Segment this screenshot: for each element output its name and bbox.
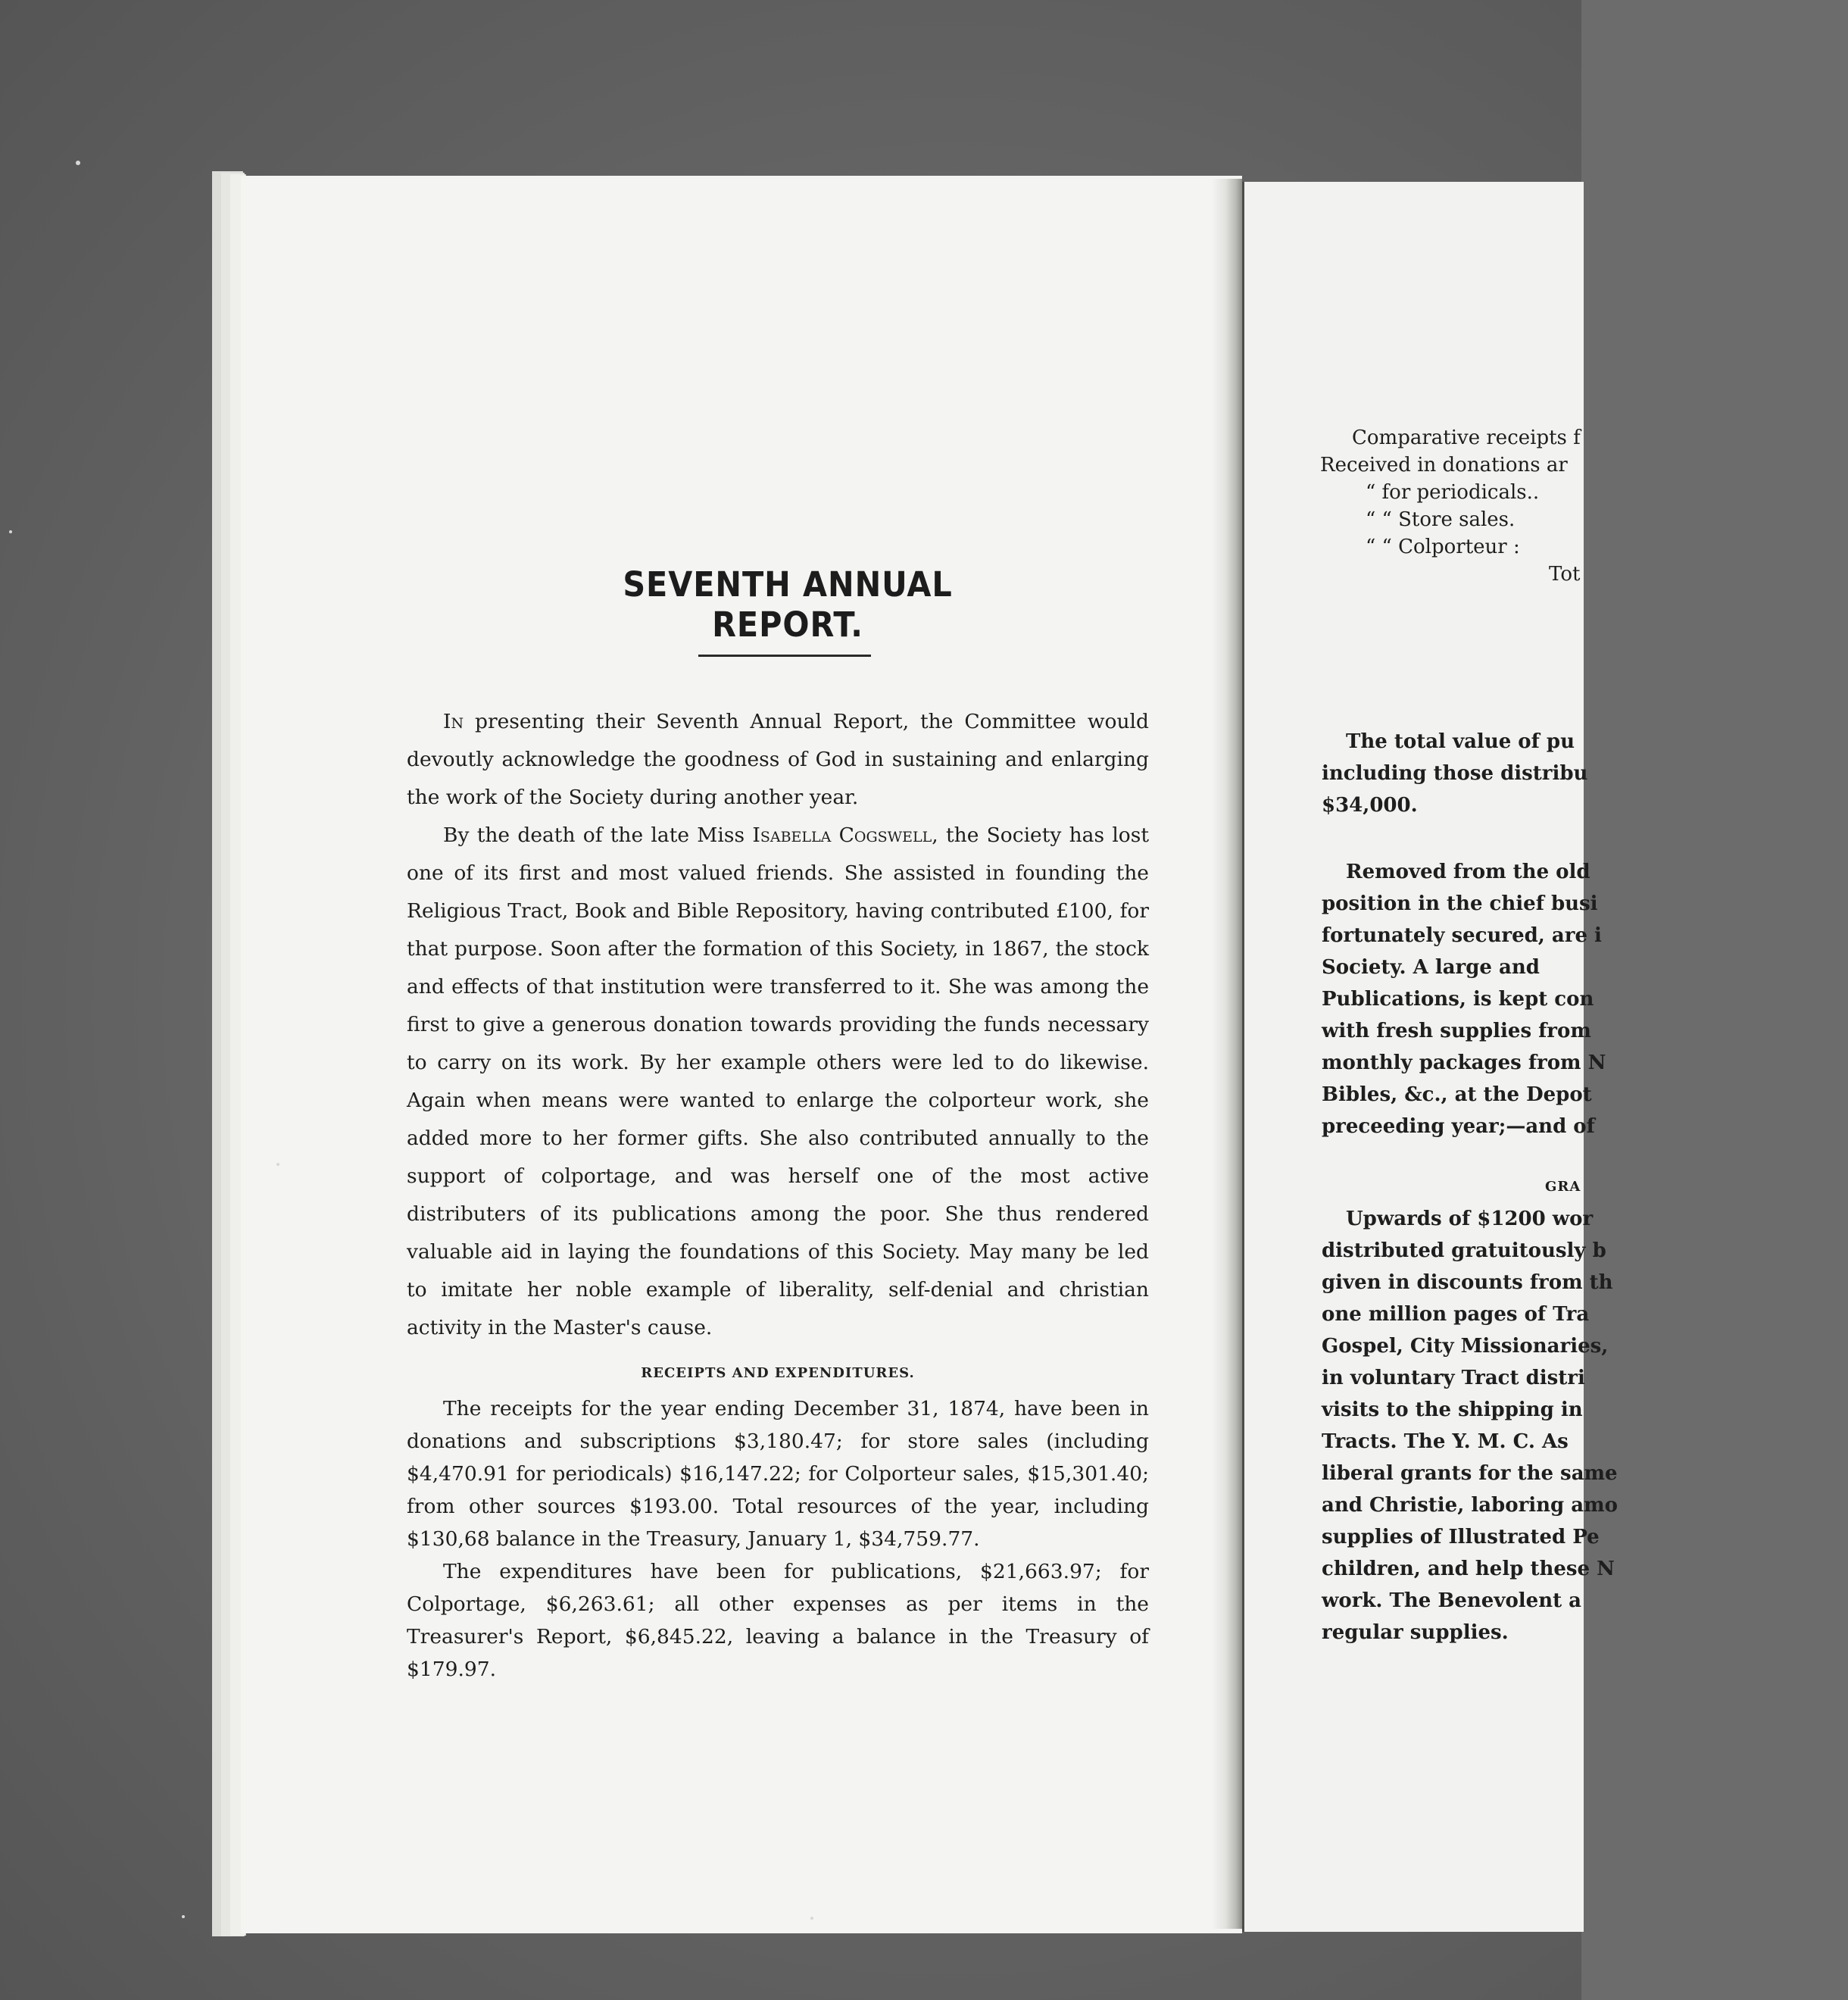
cogswell-name: Isabella Cogswell [752, 823, 932, 847]
right-line: Upwards of $1200 wor [1346, 1208, 1594, 1230]
receipts-paragraph: The receipts for the year ending December 31, 1874, have been in donations and subscriptions $3,180.47; for store sales (including $4,470.91 for periodicals) $16,147.22; for Colporteur sales, $15,301.40; from other sources $193.00. Total resources of the year, including $130,68 balance in the Treasury, January 1, $34,759.77. [407, 1397, 1149, 1551]
dust-speck [810, 1917, 813, 1920]
right-block-value [1322, 726, 1625, 821]
right-line: including those distribu [1322, 762, 1588, 785]
right-line: one million pages of Tra [1322, 1303, 1590, 1326]
right-block-grants [1322, 1203, 1625, 1648]
right-block-removed [1322, 856, 1625, 1142]
right-line: with fresh supplies from [1322, 1020, 1591, 1042]
intro-text: presenting their Seventh Annual Report, the Committee would devoutly acknowledge the goodness of God in sustaining and enlarging the work of the Society during another year. [407, 710, 1149, 809]
right-line: “ “ Store sales. [1366, 508, 1516, 531]
right-line: Publications, is kept con [1322, 988, 1594, 1011]
right-line: Received in donations ar [1320, 454, 1568, 477]
receipts-heading: RECEIPTS AND EXPENDITURES. [641, 1365, 915, 1381]
right-line: Gospel, City Missionaries, [1322, 1335, 1609, 1358]
right-line: Tot [1549, 563, 1581, 586]
right-line: Society. A large and [1322, 956, 1540, 979]
page-title: SEVENTH ANNUAL REPORT. [623, 564, 953, 645]
right-line: supplies of Illustrated Pe [1322, 1526, 1600, 1548]
cogswell-before: By the death of the late Miss [443, 823, 753, 847]
right-line: distributed gratuitously b [1322, 1239, 1606, 1262]
right-page-top [1322, 424, 1625, 588]
right-line: “ “ Colporteur : [1366, 536, 1520, 558]
cogswell-paragraph [407, 817, 1149, 1347]
right-line: liberal grants for the same [1322, 1462, 1618, 1485]
right-line: regular supplies. [1322, 1621, 1509, 1644]
right-line: Bibles, &c., at the Depot [1322, 1083, 1592, 1106]
dust-speck [9, 530, 12, 533]
expenditures-paragraph: The expenditures have been for publications, $21,663.97; for Colportage, $6,263.61; all other expenses as per items in the Treasurer's Report, $6,845.22, leaving a balance in the Treasury of $179.97. [407, 1560, 1149, 1681]
right-line: visits to the shipping in [1322, 1398, 1583, 1421]
body-text-upper [407, 703, 1149, 1347]
right-line: in voluntary Tract distri [1322, 1367, 1585, 1389]
cogswell-after: , the Society has lost one of its first and most valued friends. She assisted in founding the Religious Tract, Book and Bible Repository, having contributed £100, for that purpose. Soon after the formation of this Society, in 1867, the stock and effects of that institution were transferred to it. She was among the first to give a generous donation towards providing the funds necessary to carry on its work. By her example others were led to do likewise. Again when means were wanted to enlarge the colporteur work, she added more to her former gifts. She also contributed annually to the support of colportage, and was herself one of the most active distributers of its publications among the poor. She thus rendered valuable aid in laying the foundations of this Society. May many be led to imitate her noble example of liberality, self-denial and christian activity in the Master's cause. [407, 823, 1150, 1339]
body-text-lower [407, 1392, 1149, 1686]
dust-speck [182, 1915, 185, 1918]
right-line: The total value of pu [1346, 730, 1575, 753]
right-line: $34,000. [1322, 794, 1418, 817]
dust-speck [76, 161, 80, 165]
right-line: position in the chief busi [1322, 892, 1598, 915]
right-line: “ for periodicals.. [1366, 481, 1540, 504]
right-line: Removed from the old [1346, 861, 1590, 883]
dust-speck [276, 1163, 279, 1166]
right-line: given in discounts from th [1322, 1271, 1613, 1294]
right-line: preceeding year;—and of [1322, 1115, 1595, 1138]
title-rule [698, 655, 871, 657]
intro-lead: In [443, 710, 464, 733]
right-line: monthly packages from N [1322, 1052, 1606, 1074]
intro-paragraph [407, 703, 1149, 817]
right-line: Comparative receipts f [1352, 427, 1581, 449]
right-line: work. The Benevolent a [1322, 1589, 1582, 1612]
right-line: and Christie, laboring amo [1322, 1494, 1618, 1517]
right-line: children, and help these N [1322, 1558, 1615, 1580]
right-line: fortunately secured, are i [1322, 924, 1602, 947]
right-line: Tracts. The Y. M. C. As [1322, 1430, 1569, 1453]
book-gutter [1212, 179, 1242, 1929]
right-heading-grants: GRA [1545, 1179, 1581, 1195]
